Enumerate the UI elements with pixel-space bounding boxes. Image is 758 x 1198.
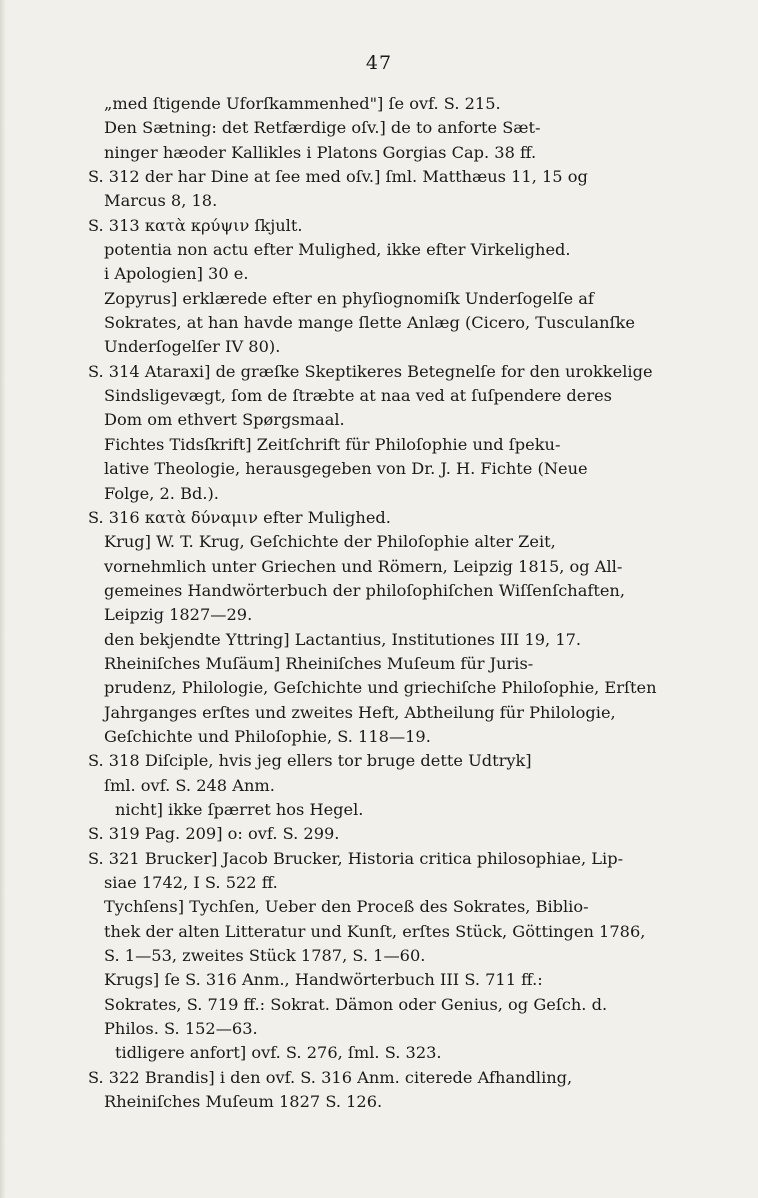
note-line: tidligere anfort] ovf. S. 276, ſml. S. 323. (115, 1043, 442, 1063)
note-line: Sokrates, S. 719 ff.: Sokrat. Dämon oder Genius, og Geſch. d. (104, 994, 608, 1014)
note-line: S. 316 κατὰ δύναμιν efter Mulighed. (88, 507, 391, 527)
page-number: 47 (365, 52, 393, 74)
note-line: S. 313 κατὰ κρύψιν ſkjult. (88, 215, 303, 235)
note-line: S. 322 Brandis] i den ovf. S. 316 Anm. citerede Afhandling, (88, 1067, 573, 1087)
note-line: vornehmlich unter Griechen und Römern, Leipzig 1815, og All- (104, 556, 623, 576)
note-line: Underſogelſer IV 80). (104, 337, 281, 357)
note-line: nicht] ikke ſpærret hos Hegel. (115, 799, 364, 819)
note-line: Philos. S. 152—63. (104, 1019, 258, 1039)
note-line: ninger hæoder Kallikles i Platons Gorgias Cap. 38 ff. (104, 142, 537, 162)
note-line: den bekjendte Yttring] Lactantius, Institutiones III 19, 17. (104, 629, 582, 649)
note-line: Folge, 2. Bd.). (104, 483, 219, 503)
note-line: Marcus 8, 18. (104, 191, 218, 211)
note-line: Fichtes Tidsſkrift] Zeitſchrift für Philoſophie und ſpeku- (104, 434, 561, 454)
note-line: prudenz, Philologie, Geſchichte und griechiſche Philoſophie, Erſten (104, 678, 657, 698)
notes-body (88, 92, 700, 1114)
note-line: Sokrates, at han havde mange ſlette Anlæg (Cicero, Tusculanſke (104, 313, 635, 333)
note-line: lative Theologie, herausgegeben von Dr. J. H. Fichte (Neue (104, 459, 588, 479)
note-line: S. 312 der har Dine at ſee med oſv.] ſml. Matthæus 11, 15 og (88, 167, 588, 187)
note-line: S. 321 Brucker] Jacob Brucker, Historia critica philosophiae, Lip- (88, 848, 624, 868)
note-line: S. 314 Ataraxi] de græſke Skeptikeres Betegnelſe for den urokkelige (88, 361, 653, 381)
note-line: Tychſens] Tychſen, Ueber den Proceß des Sokrates, Biblio- (104, 897, 589, 917)
note-line: Dom om ethvert Spørgsmaal. (104, 410, 345, 430)
note-line: Rheiniſches Muſeum 1827 S. 126. (104, 1092, 383, 1112)
note-line: Den Sætning: det Retfærdige oſv.] de to anforte Sæt- (104, 118, 541, 138)
note-line: Zopyrus] erklærede efter en phyſiognomiſk Underſogelſe af (104, 288, 594, 308)
note-line: Krug] W. T. Krug, Geſchichte der Philoſophie alter Zeit, (104, 532, 556, 552)
note-line: ſml. ovf. S. 248 Anm. (104, 775, 275, 795)
note-line: S. 318 Diſciple, hvis jeg ellers tor bruge dette Udtryk] (88, 751, 532, 771)
note-line: „med ſtigende Uforſkammenhed"] ſe ovf. S. 215. (104, 94, 501, 113)
note-line: siae 1742, I S. 522 ff. (104, 873, 278, 892)
note-line: Krugs] ſe S. 316 Anm., Handwörterbuch III S. 711 ff.: (104, 970, 543, 990)
page-edge-shadow (0, 0, 6, 1198)
note-line: S. 319 Pag. 209] o: ovf. S. 299. (88, 824, 340, 844)
note-line: i Apologien] 30 e. (104, 264, 249, 284)
note-line: S. 1—53, zweites Stück 1787, S. 1—60. (104, 946, 426, 966)
note-line: Jahrganges erſtes und zweites Heft, Abtheilung für Philologie, (104, 702, 616, 722)
note-line: Rheiniſches Muſäum] Rheiniſches Muſeum für Juris- (104, 653, 534, 673)
note-line: Leipzig 1827—29. (104, 605, 253, 625)
note-line: potentia non actu efter Mulighed, ikke efter Virkelighed. (104, 240, 571, 260)
note-line: thek der alten Litteratur und Kunſt, erſtes Stück, Göttingen 1786, (104, 921, 646, 941)
note-line: gemeines Handwörterbuch der philoſophiſchen Wiſſenſchaften, (104, 580, 625, 600)
note-line: Sindsligevægt, ſom de ſtræbte at naa ved at ſuſpendere deres (104, 386, 612, 406)
note-line: Geſchichte und Philoſophie, S. 118—19. (104, 726, 431, 746)
